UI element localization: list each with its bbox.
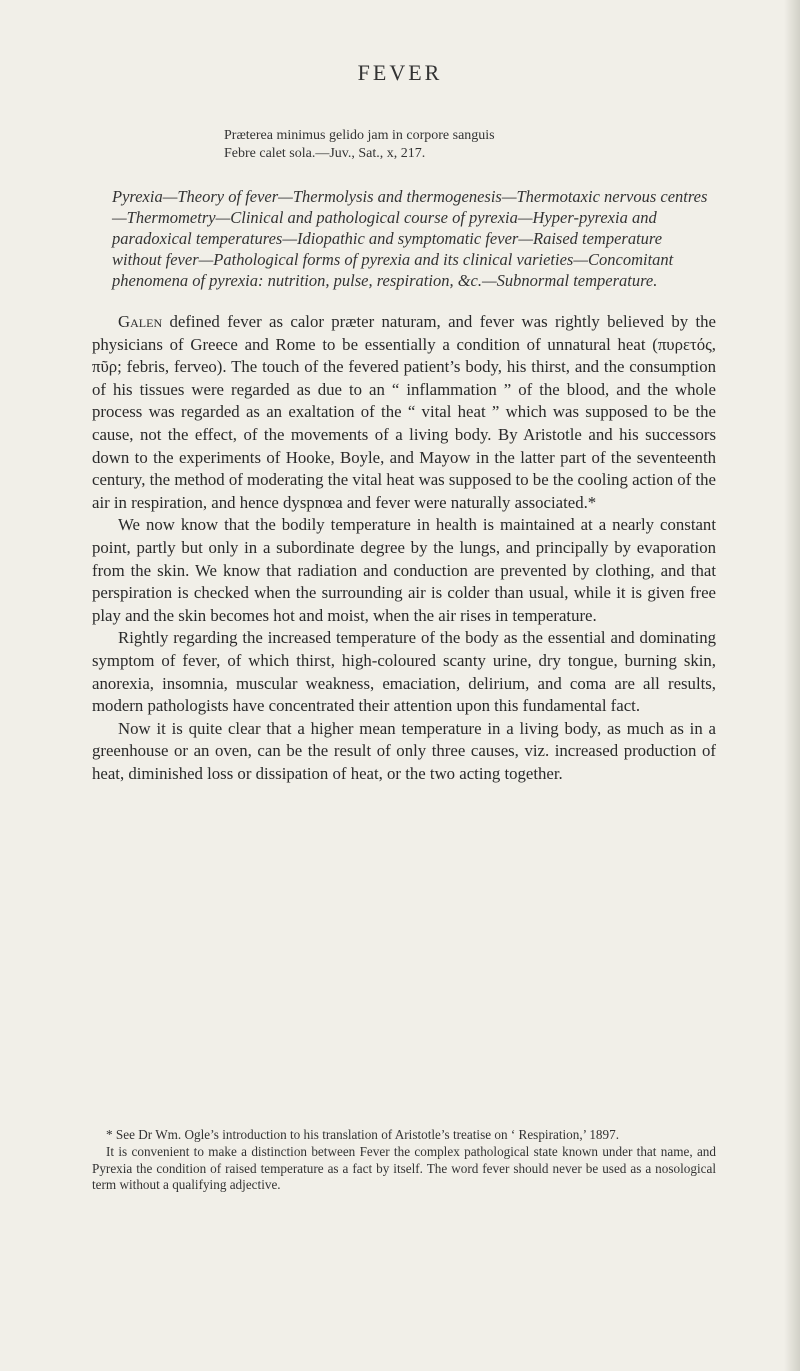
paragraph-lead-word: Galen: [118, 312, 163, 331]
epigraph-line-1: Prætereа minimus gelido jam in corpore sanguis: [224, 128, 495, 143]
paragraph-1-text: defined fever as calor præter naturam, and fever was rightly believed by the physicians of Greece and Rome to be essentially a condition of unnatural heat (πυρετός, πῦρ; febris, ferveo). The touch of the fevered patient’s body, his thirst, and the consumption of his tissues were regarded as due to an “ inflammation ” of the blood, and the whole process was regarded as an exaltation of the “ vital heat ” which was supposed to be the cause, not the effect, of the movements of a living body. By Aristotle and his successors down to the experiments of Hooke, Boyle, and Mayow in the latter part of the seventeenth century, the method of moderating the vital heat was supposed to be the cooling action of the air in respiration, and hence dyspnœa and fever were naturally associated.*: [92, 312, 716, 512]
paragraph-1: [92, 311, 716, 514]
chapter-title: FEVER: [357, 60, 443, 85]
paragraph-4: Now it is quite clear that a higher mean temperature in a living body, as much as in a greenhouse or an oven, can be the result of only three causes, viz. increased production of heat, diminished loss or dissipation of heat, or the two acting together.: [92, 718, 716, 783]
chapter-synopsis: Pyrexia—Theory of fever—Thermolysis and thermogenesis—Thermotaxic nervous centres—Thermometry—Clinical and pathological course of pyrexia—Hyper-pyrexia and paradoxical temperatures—Idiopathic and symptomatic fever—Raised temperature without fever—Pathological forms of pyrexia and its clinical varieties—Concomitant phenomena of pyrexia: nutrition, pulse, respiration, &c.—Subnormal temperature.: [112, 187, 708, 290]
paragraph-3: Rightly regarding the increased temperature of the body as the essential and dominating symptom of fever, of which thirst, high-coloured scanty urine, dry tongue, burning skin, anorexia, insomnia, muscular weakness, emaciation, delirium, and coma are all results, modern pathologists have concentrated their attention upon this fundamental fact.: [92, 628, 716, 716]
body-text: [92, 311, 716, 785]
paragraph-2: We now know that the bodily temperature in health is maintained at a nearly constant point, partly but only in a subordinate degree by the lungs, and principally by evaporation from the skin. We know that radiation and conduction are prevented by clothing, and that perspiration is checked when the surrounding air is colder than usual, while it is given free play and the skin becomes hot and moist, when the air rises in temperature.: [92, 515, 716, 625]
footnotes: [92, 1127, 716, 1194]
footnote-1: * See Dr Wm. Ogle’s introduction to his translation of Aristotle’s treatise on ‘ Respiration,’ 1897.: [106, 1127, 620, 1142]
epigraph-line-2: Febre calet sola.—Juv., Sat., x, 217.: [224, 146, 426, 161]
footnote-2: It is convenient to make a distinction between Fever the complex pathological state known under that name, and Pyrexia the condition of raised temperature as a fact by itself. The word fever should never be used as a nosological term without a qualifying adjective.: [92, 1143, 716, 1193]
page-edge-shadow: [784, 0, 800, 1371]
epigraph: [224, 127, 724, 163]
